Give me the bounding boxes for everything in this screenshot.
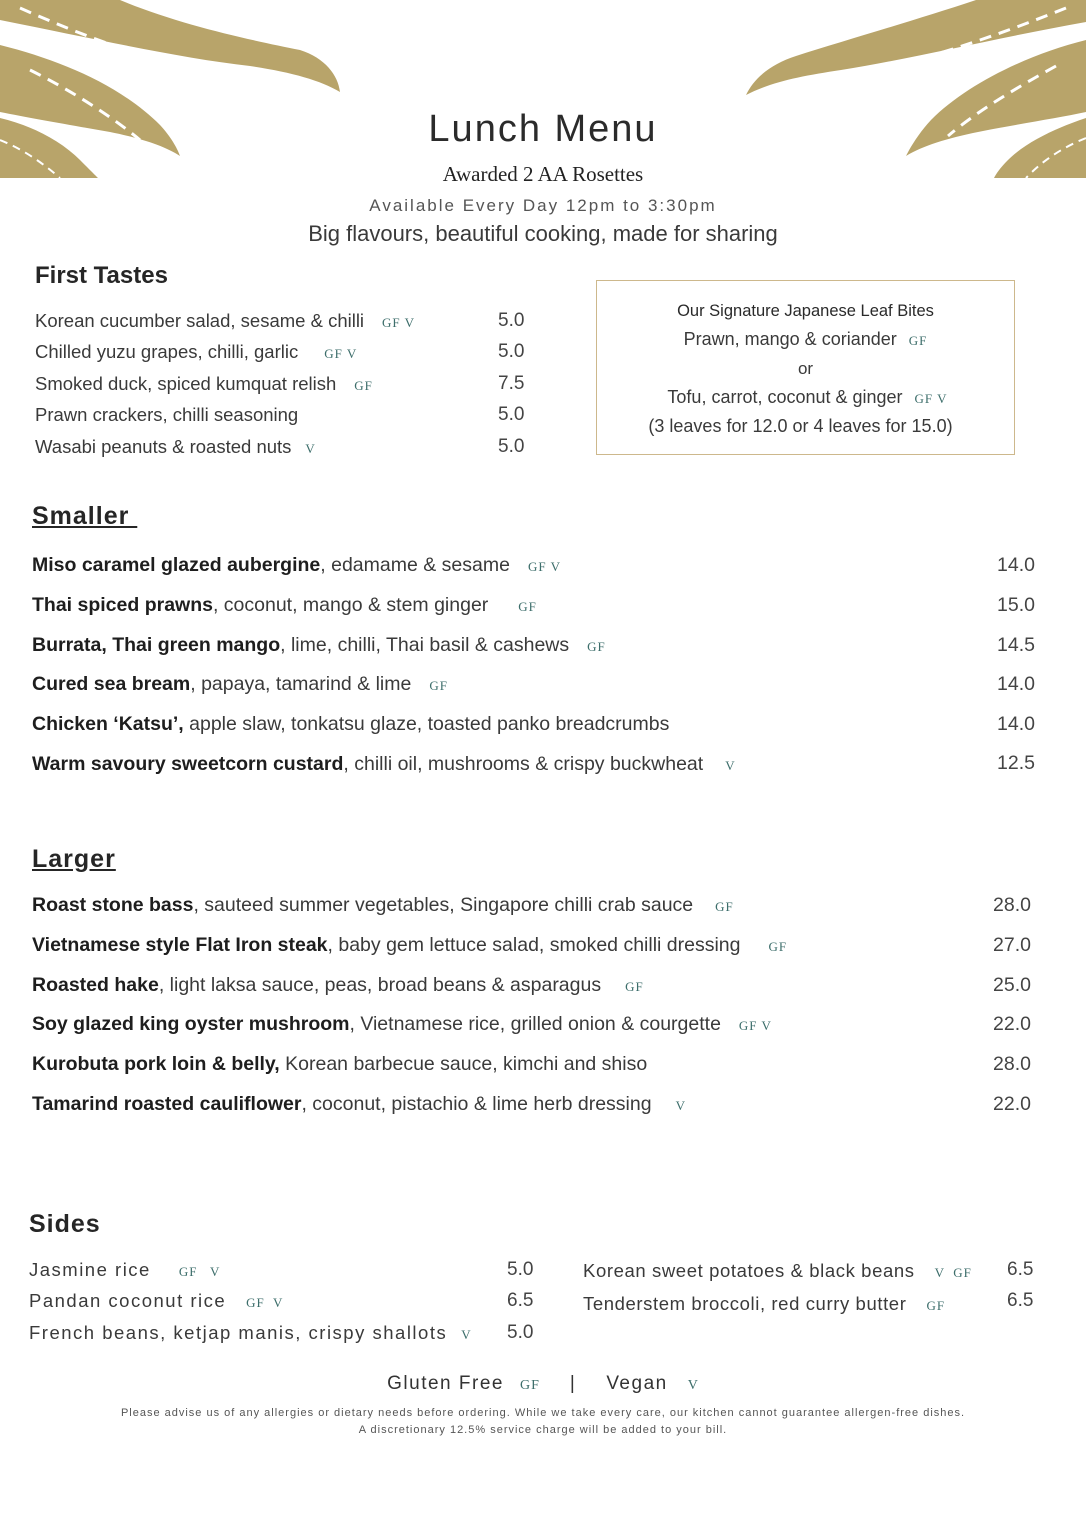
dish-name: Thai spiced prawns	[32, 594, 213, 616]
menu-item	[32, 554, 561, 577]
signature-pricing: (3 leaves for 12.0 or 4 leaves for 15.0)	[648, 416, 953, 436]
item-price: 5.0	[507, 1322, 534, 1343]
signature-option-2	[597, 387, 1014, 408]
menu-item	[32, 1053, 647, 1076]
item-price: 6.5	[507, 1290, 534, 1311]
dish-description: , baby gem lettuce salad, smoked chilli dressing	[327, 934, 741, 956]
dietary-tags: GF	[768, 939, 788, 954]
menu-item	[35, 310, 415, 332]
allergy-notice: Please advise us of any allergies or dietary needs before ordering. While we take every care, our kitchen cannot guarantee allergen-free dishes.	[120, 1407, 966, 1419]
section-heading-smaller: Smaller	[32, 502, 138, 530]
dietary-tags: V	[305, 441, 316, 456]
item-price: 15.0	[997, 594, 1035, 616]
item-name: Wasabi peanuts & roasted nuts	[35, 436, 292, 457]
signature-option-1	[597, 329, 1014, 350]
item-name: Prawn crackers, chilli seasoning	[35, 404, 299, 425]
signature-title: Our Signature Japanese Leaf Bites	[677, 302, 934, 320]
item-price: 28.0	[993, 1053, 1031, 1075]
legend-separator: |	[569, 1373, 577, 1394]
dish-name: Roast stone bass	[32, 894, 194, 916]
legend-gluten-free-label: Gluten Free	[387, 1373, 504, 1394]
item-price: 5.0	[498, 436, 525, 457]
menu-item	[32, 634, 606, 657]
side-name: Jasmine rice	[29, 1259, 151, 1280]
dietary-tags: V	[725, 758, 736, 773]
item-price: 12.5	[997, 752, 1035, 774]
side-name: Korean sweet potatoes & black beans	[583, 1260, 915, 1281]
dietary-tags: GF V	[527, 559, 561, 574]
item-price: 22.0	[993, 1093, 1031, 1115]
dietary-tags: GF V	[914, 391, 948, 406]
dietary-tags: GF V	[738, 1018, 772, 1033]
item-price: 14.0	[997, 554, 1035, 576]
dish-description: , lime, chilli, Thai basil & cashews	[280, 634, 570, 656]
dietary-tags: V	[675, 1098, 686, 1113]
dish-description: , coconut, mango & stem ginger	[212, 594, 489, 616]
dish-description: , chilli oil, mushrooms & crispy buckwheat	[343, 753, 704, 775]
item-price: 14.0	[997, 713, 1035, 735]
signature-leaf-bites-box	[596, 280, 1015, 455]
gold-leaf-decoration-left	[0, 0, 360, 180]
item-price: 5.0	[498, 404, 525, 425]
item-price: 27.0	[993, 934, 1031, 956]
service-charge-notice: A discretionary 12.5% service charge will be added to your bill.	[358, 1424, 728, 1436]
menu-item	[32, 974, 644, 997]
side-item	[583, 1260, 972, 1282]
item-price: 25.0	[993, 974, 1031, 996]
availability-line: Available Every Day 12pm to 3:30pm	[369, 196, 717, 215]
section-heading-larger: Larger	[32, 845, 116, 873]
section-heading-sides: Sides	[29, 1210, 101, 1238]
dish-name: Tamarind roasted cauliflower	[32, 1093, 302, 1115]
side-name: Pandan coconut rice	[29, 1290, 227, 1311]
menu-item	[32, 753, 736, 776]
dietary-legend	[0, 1373, 1086, 1395]
item-price: 22.0	[993, 1013, 1031, 1035]
item-name: Chilled yuzu grapes, chilli, garlic	[35, 341, 299, 362]
section-heading-first-tastes: First Tastes	[35, 262, 168, 289]
menu-item	[32, 594, 537, 617]
side-item	[29, 1322, 472, 1344]
menu-item	[32, 1013, 772, 1036]
menu-item	[32, 894, 734, 917]
option-name: Tofu, carrot, coconut & ginger	[667, 387, 903, 407]
side-item	[29, 1290, 283, 1312]
legend-v-symbol: V	[687, 1378, 699, 1393]
dish-description: , coconut, pistachio & lime herb dressing	[301, 1093, 652, 1115]
dietary-tags: GF	[354, 378, 373, 393]
item-price: 5.0	[498, 341, 525, 362]
dish-name: Miso caramel glazed aubergine	[32, 554, 321, 576]
dish-name: Cured sea bream	[32, 673, 191, 695]
menu-title: Lunch Menu	[428, 108, 658, 150]
menu-item	[32, 934, 787, 957]
item-price: 6.5	[1007, 1290, 1034, 1311]
menu-item	[35, 373, 373, 395]
option-name: Prawn, mango & coriander	[683, 329, 897, 349]
dietary-tags: GF	[908, 333, 928, 348]
dish-description: , edamame & sesame	[320, 554, 510, 576]
dish-name: Vietnamese style Flat Iron steak	[32, 934, 328, 956]
dietary-tags: GF V	[382, 315, 416, 330]
dietary-tags: V	[461, 1327, 472, 1342]
dish-description: apple slaw, tonkatsu glaze, toasted panko breadcrumbs	[183, 713, 670, 735]
dish-name: Roasted hake	[32, 974, 159, 996]
dietary-tags: GF	[518, 599, 537, 614]
dish-description: Korean barbecue sauce, kimchi and shiso	[279, 1053, 648, 1075]
dish-name: Soy glazed king oyster mushroom	[32, 1013, 350, 1035]
dish-description: , Vietnamese rice, grilled onion & courgette	[349, 1013, 721, 1035]
dish-name: Warm savoury sweetcorn custard	[32, 753, 344, 775]
menu-item	[32, 713, 669, 736]
item-name: Korean cucumber salad, sesame & chilli	[35, 310, 365, 331]
side-item	[583, 1293, 945, 1315]
side-name: Tenderstem broccoli, red curry butter	[583, 1293, 907, 1314]
item-price: 28.0	[993, 894, 1031, 916]
dish-description: , sauteed summer vegetables, Singapore chilli crab sauce	[193, 894, 694, 916]
menu-item	[35, 436, 316, 458]
dietary-tags: GF	[625, 979, 644, 994]
dietary-tags: V GF	[934, 1265, 972, 1280]
item-price: 6.5	[1007, 1259, 1034, 1280]
award-line: Awarded 2 AA Rosettes	[442, 162, 644, 186]
tagline: Big flavours, beautiful cooking, made for sharing	[308, 221, 778, 246]
dietary-tags: GF	[587, 639, 606, 654]
item-price: 14.0	[997, 673, 1035, 695]
menu-item	[32, 673, 448, 696]
item-name: Smoked duck, spiced kumquat relish	[35, 373, 337, 394]
menu-item	[35, 404, 298, 426]
item-price: 14.5	[997, 634, 1035, 656]
dietary-tags: GF V	[178, 1264, 221, 1279]
gold-leaf-decoration-right	[726, 0, 1086, 180]
legend-gf-symbol: GF	[519, 1378, 540, 1393]
dish-name: Chicken ‘Katsu’,	[32, 713, 184, 735]
side-name: French beans, ketjap manis, crispy shallots	[29, 1322, 448, 1343]
dish-name: Burrata, Thai green mango	[32, 634, 281, 656]
item-price: 5.0	[507, 1259, 534, 1280]
dietary-tags: GF V	[246, 1295, 284, 1310]
dietary-tags: GF	[715, 899, 734, 914]
dish-name: Kurobuta pork loin & belly,	[32, 1053, 280, 1075]
signature-or: or	[797, 359, 814, 378]
menu-item	[35, 341, 357, 363]
menu-item	[32, 1093, 686, 1116]
item-price: 5.0	[498, 310, 525, 331]
dish-description: , light laksa sauce, peas, broad beans & asparagus	[158, 974, 602, 996]
side-item	[29, 1259, 220, 1281]
dish-description: , papaya, tamarind & lime	[190, 673, 412, 695]
dietary-tags: GF	[926, 1298, 946, 1313]
legend-vegan-label: Vegan	[606, 1373, 668, 1394]
dietary-tags: GF	[429, 678, 448, 693]
item-price: 7.5	[498, 373, 525, 394]
dietary-tags: GF V	[324, 346, 358, 361]
